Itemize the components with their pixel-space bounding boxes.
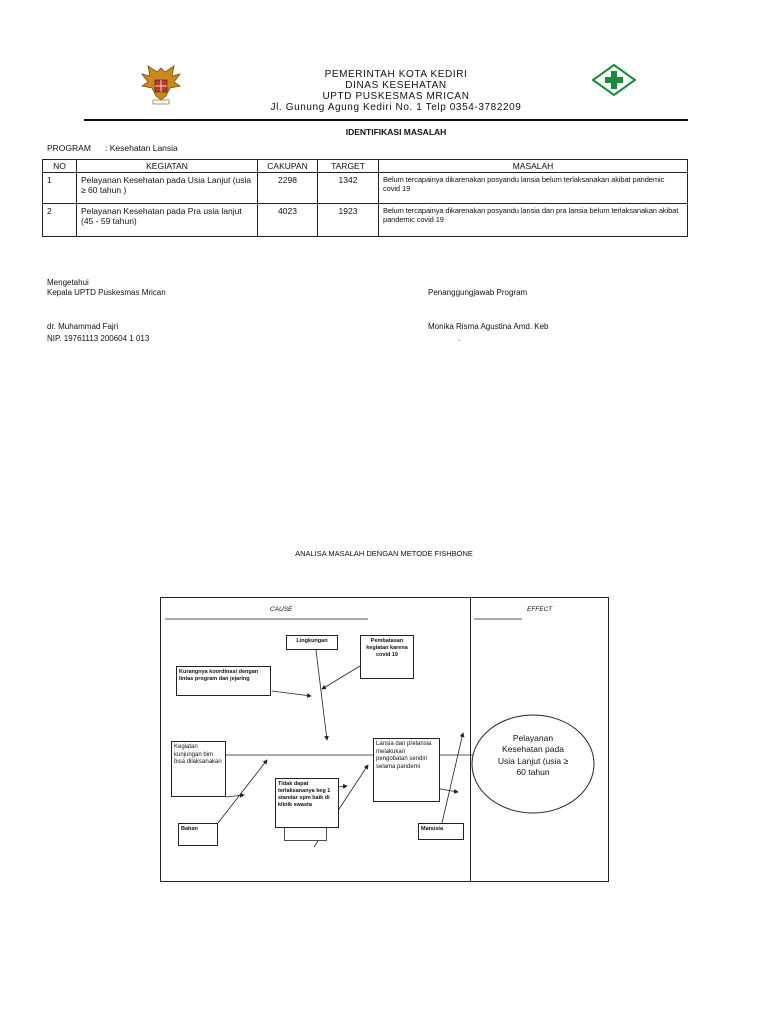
cell-cakupan: 2298 bbox=[258, 173, 318, 204]
effect-label: EFFECT bbox=[527, 606, 553, 613]
right-signatory-role: Penanggungjawab Program bbox=[428, 288, 528, 297]
program-value: : Kesehatan Lansia bbox=[105, 143, 178, 153]
header-masalah: MASALAH bbox=[379, 160, 688, 173]
left-signatory-name: dr. Muhammad Fajri bbox=[47, 322, 119, 331]
effect-text: Pelayanan Kesehatan pada Usia Lanjut (usia ≥ 60 tahun bbox=[497, 733, 569, 778]
cause-koordinasi: Kurangnya koordinasi dengan lintas program dan jejaring bbox=[176, 666, 271, 696]
cause-label: CAUSE bbox=[270, 606, 293, 613]
cell-no: 1 bbox=[43, 173, 77, 204]
header-kegiatan: KEGIATAN bbox=[77, 160, 258, 173]
cause-bahan: Bahan bbox=[178, 823, 218, 846]
program-label: PROGRAM bbox=[47, 143, 91, 153]
mengetahui-label: Mengetahui bbox=[47, 278, 89, 287]
doc-title: IDENTIFIKASI MASALAH bbox=[345, 127, 447, 137]
cause-kunjungan: Kegiatan kunjungan bim bisa dilaksanakan bbox=[171, 741, 226, 797]
letterhead-line-2: DINAS KESEHATAN bbox=[345, 80, 447, 91]
letterhead-line-1: PEMERINTAH KOTA KEDIRI bbox=[324, 69, 468, 80]
left-signatory-role: Kepala UPTD Puskesmas Mrican bbox=[47, 288, 166, 297]
cause-lingkungan: Lingkungan bbox=[286, 635, 338, 650]
cell-cakupan: 4023 bbox=[258, 204, 318, 237]
cell-kegiatan: Pelayanan Kesehatan pada Usia Lanjut (usia ≥ 60 tahun ) bbox=[77, 173, 258, 204]
header-target: TARGET bbox=[318, 160, 379, 173]
cell-no: 2 bbox=[43, 204, 77, 237]
cell-target: 1342 bbox=[318, 173, 379, 204]
cause-lansia: Lansia dan prelansia melakukan pengobatan sendiri selama pandemi bbox=[373, 738, 440, 802]
left-signatory-nip: NIP. 19761113 200604 1 013 bbox=[47, 334, 150, 343]
header-no: NO bbox=[43, 160, 77, 173]
right-signatory-dot: . bbox=[458, 334, 461, 343]
letterhead-line-3: UPTD PUSKESMAS MRICAN bbox=[322, 91, 470, 102]
header-cakupan: CAKUPAN bbox=[258, 160, 318, 173]
cause-tidak-dapat: Tidak dapat terlaksananya keg 1 standar spm baik di klinik swasta bbox=[275, 778, 339, 828]
cell-target: 1923 bbox=[318, 204, 379, 237]
cell-masalah: Belum tercapainya dikarenakan posyandu lansia dan pra lansia belum terlaksanakan akibat pandemic covid 19 bbox=[379, 204, 688, 237]
cause-manusia: Manusia bbox=[418, 823, 464, 840]
cause-pembatasan: Pembatasan kegiatan karena covid 19 bbox=[360, 635, 414, 679]
fishbone-title: ANALISA MASALAH DENGAN METODE FISHBONE bbox=[295, 549, 473, 558]
letterhead-address: Jl. Gunung Agung Kediri No. 1 Telp 0354-3782209 bbox=[270, 102, 522, 113]
cell-kegiatan: Pelayanan Kesehatan pada Pra usia lanjut (45 - 59 tahun) bbox=[77, 204, 258, 237]
cell-masalah: Belum tercapainya dikarenakan posyandu lansia belum terlaksanakan akibat pandemic covid 19 bbox=[379, 173, 688, 204]
right-signatory-name: Monika Risma Agustina Amd. Keb bbox=[428, 322, 549, 331]
